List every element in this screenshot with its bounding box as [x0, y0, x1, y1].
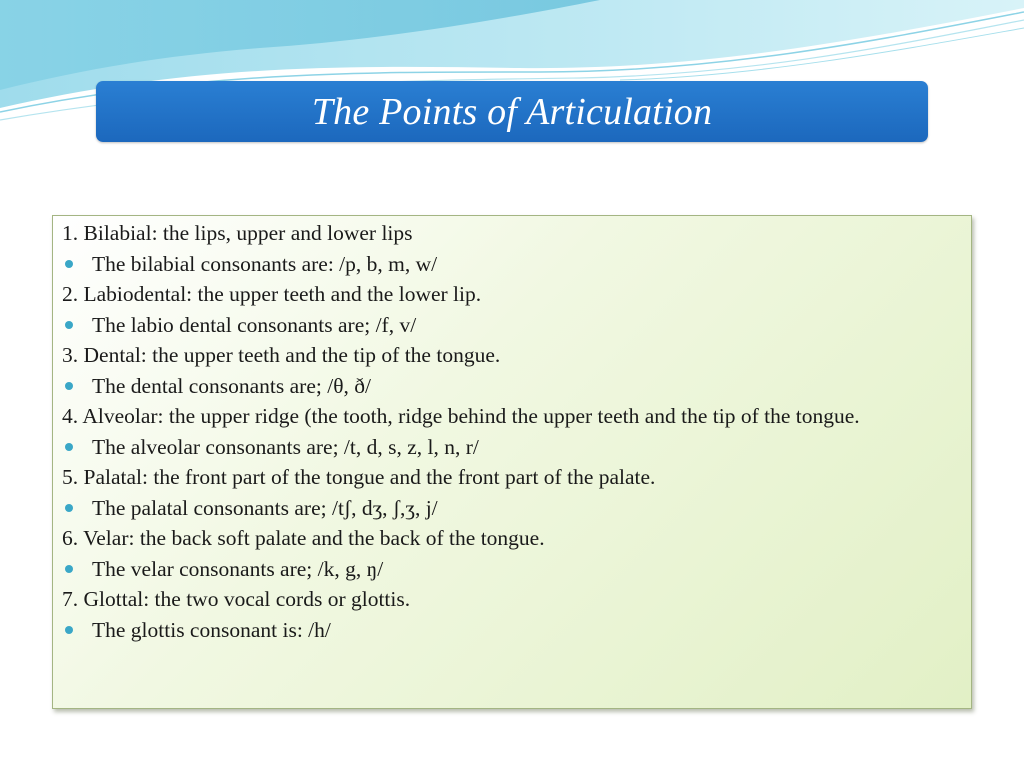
numbered-item [62, 281, 964, 307]
numbered-item [62, 464, 964, 490]
numbered-item [62, 220, 964, 246]
numbered-item [62, 342, 964, 368]
item-text: 6. Velar: the back soft palate and the back of the tongue. [62, 526, 545, 550]
bullet-item [62, 556, 964, 582]
item-text: The labio dental consonants are; /f, v/ [92, 312, 417, 337]
bullet-item [62, 434, 964, 460]
bullet-dot-icon [65, 504, 73, 512]
bullet-item [62, 617, 964, 643]
slide-title: The Points of Articulation [311, 90, 713, 133]
item-text: 7. Glottal: the two vocal cords or glottis. [62, 587, 411, 611]
bullet-item [62, 495, 964, 521]
bullet-dot-icon [65, 321, 73, 329]
item-text: The glottis consonant is: /h/ [92, 617, 331, 642]
item-text: The velar consonants are; /k, g, ŋ/ [92, 556, 384, 581]
bullet-item [62, 373, 964, 399]
item-text: The palatal consonants are; /tʃ, dʒ, ʃ,ʒ, j/ [92, 495, 438, 520]
numbered-item [62, 403, 964, 429]
item-text: 3. Dental: the upper teeth and the tip of the tongue. [62, 343, 501, 367]
bullet-dot-icon [65, 443, 73, 451]
bullet-dot-icon [65, 260, 73, 268]
content-list [62, 220, 964, 647]
item-text: 2. Labiodental: the upper teeth and the lower lip. [62, 282, 482, 306]
item-text: The bilabial consonants are: /p, b, m, w/ [92, 251, 438, 276]
numbered-item [62, 525, 964, 551]
item-text: 1. Bilabial: the lips, upper and lower lips [62, 221, 413, 245]
item-text: 4. Alveolar: the upper ridge (the tooth, ridge behind the upper teeth and the tip of the tongue. [62, 404, 860, 428]
title-banner [96, 81, 928, 142]
item-text: The dental consonants are; /θ, ð/ [92, 373, 371, 398]
bullet-dot-icon [65, 626, 73, 634]
item-text: 5. Palatal: the front part of the tongue and the front part of the palate. [62, 465, 656, 489]
item-text: The alveolar consonants are; /t, d, s, z, l, n, r/ [92, 434, 479, 459]
bullet-dot-icon [65, 382, 73, 390]
numbered-item [62, 586, 964, 612]
content-panel [52, 215, 972, 709]
bullet-item [62, 251, 964, 277]
bullet-dot-icon [65, 565, 73, 573]
bullet-item [62, 312, 964, 338]
